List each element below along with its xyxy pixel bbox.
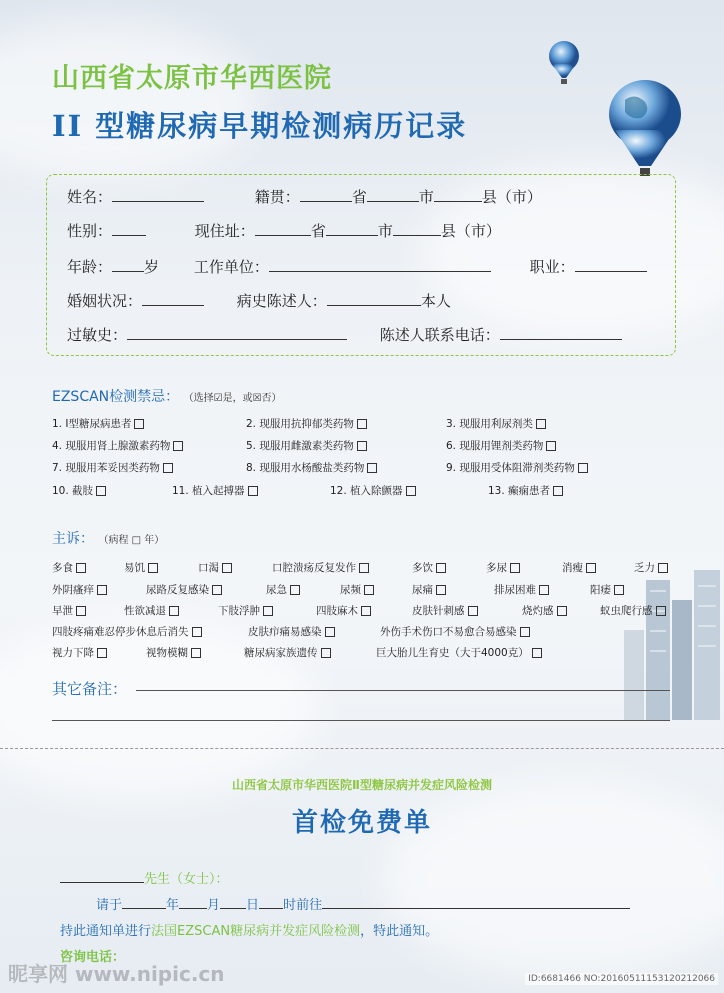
id-watermark: ID:6681466 NO:20160511153120212066	[525, 973, 718, 985]
complaint-item: 口腔溃疡反复发作	[272, 560, 369, 575]
native-county-field[interactable]	[434, 185, 482, 202]
day-field[interactable]	[220, 892, 246, 909]
work-field[interactable]	[269, 255, 491, 272]
complaint-item: 尿路反复感染	[146, 582, 222, 597]
complaint-item: 视力下降	[52, 645, 107, 660]
checkbox[interactable]	[148, 563, 158, 573]
complaint-item: 多食	[52, 560, 86, 575]
complaint-item: 多饮	[412, 560, 446, 575]
complaint-item: 易饥	[124, 560, 158, 575]
hospital-title: 山西省太原市华西医院	[52, 63, 332, 94]
mr-label: 先生（女士）：	[144, 872, 229, 887]
checkbox[interactable]	[97, 585, 107, 595]
ezscan-item: 13. 癫痫患者	[488, 483, 563, 498]
patient-info-box	[46, 174, 676, 356]
checkbox[interactable]	[263, 606, 273, 616]
complaint-item: 早泄	[52, 603, 86, 618]
age-unit: 岁	[144, 258, 160, 276]
complaint-item: 烧灼感	[522, 603, 567, 618]
checkbox[interactable]	[192, 627, 202, 637]
checkbox[interactable]	[364, 585, 374, 595]
complaint-item: 下肢浮肿	[218, 603, 273, 618]
age-field[interactable]	[112, 255, 144, 272]
checkbox[interactable]	[191, 648, 201, 658]
complaint-item: 阳痿	[590, 582, 624, 597]
address-county-label: 县（市）	[440, 222, 501, 240]
checkbox[interactable]	[586, 563, 596, 573]
marital-label: 婚姻状况：	[67, 292, 143, 310]
year-label: 年	[166, 898, 180, 913]
checkbox[interactable]	[557, 606, 567, 616]
complaint-item: 尿频	[340, 582, 374, 597]
address-city-label: 市	[377, 222, 393, 240]
notice-b: 法国EZSCAN糖尿病并发症风险检测	[151, 924, 361, 939]
ezscan-item: 3. 现服用利尿剂类	[446, 416, 546, 431]
notice-line	[60, 920, 438, 939]
ezscan-item: 7. 现服用苯妥因类药物	[52, 460, 173, 475]
balloon-small-icon	[546, 40, 582, 90]
address-label: 现住址：	[194, 222, 255, 240]
address-county-field[interactable]	[393, 219, 441, 236]
checkbox[interactable]	[553, 486, 563, 496]
address-city-field[interactable]	[326, 219, 378, 236]
notice-a: 持此通知单进行	[60, 924, 152, 939]
checkbox[interactable]	[325, 627, 335, 637]
ezscan-item: 10. 截肢	[52, 483, 106, 498]
ezscan-item: 6. 现服用锂剂类药物	[446, 438, 556, 453]
name-label: 姓名：	[67, 188, 113, 206]
complaint-item: 尿急	[266, 582, 300, 597]
consult-label: 咨询电话：	[60, 950, 126, 965]
phone-field[interactable]	[500, 323, 622, 340]
month-field[interactable]	[179, 892, 207, 909]
gender-label: 性别：	[67, 222, 113, 240]
allergy-field[interactable]	[127, 323, 347, 340]
ezscan-item: 11. 植入起搏器	[172, 483, 258, 498]
ezscan-item: 1. Ⅰ型糖尿病患者	[52, 416, 144, 431]
city-label: 市	[418, 188, 434, 206]
checkbox[interactable]	[321, 648, 331, 658]
complaint-item: 外伤手术伤口不易愈合易感染	[380, 624, 530, 639]
checkbox[interactable]	[658, 563, 668, 573]
checkbox[interactable]	[173, 441, 183, 451]
complaint-item: 多尿	[486, 560, 520, 575]
checkbox[interactable]	[510, 563, 520, 573]
checkbox[interactable]	[532, 648, 542, 658]
notice-c: ，特此通知。	[360, 924, 439, 939]
checkbox[interactable]	[436, 563, 446, 573]
complaint-item: 排尿困难	[494, 582, 549, 597]
cut-line	[0, 748, 724, 749]
native-city-field[interactable]	[367, 185, 419, 202]
complaint-item: 四肢疼痛难忍停步休息后消失	[52, 624, 202, 639]
checkbox[interactable]	[520, 627, 530, 637]
complaint-item: 乏力	[634, 560, 668, 575]
ezscan-hint: （选择☑是，或☒否）	[183, 393, 282, 404]
checkbox[interactable]	[290, 585, 300, 595]
checkbox[interactable]	[248, 486, 258, 496]
complaint-item: 皮肤针刺感	[412, 603, 478, 618]
checkbox[interactable]	[97, 648, 107, 658]
narrator-self: 本人	[420, 292, 451, 310]
job-label: 职业：	[529, 258, 575, 276]
coupon-name-row	[60, 866, 229, 887]
marital-field[interactable]	[142, 289, 204, 306]
ezscan-item: 5. 现服用雌激素类药物	[246, 438, 367, 453]
gender-field[interactable]	[112, 219, 146, 236]
checkbox[interactable]	[656, 606, 666, 616]
complaint-item: 蚁虫爬行感	[600, 603, 666, 618]
ezscan-item: 12. 植入除颤器	[330, 483, 416, 498]
other-notes-line-2[interactable]	[52, 720, 670, 721]
site-watermark: 昵享网 www.nipic.cn	[8, 962, 225, 986]
checkbox[interactable]	[361, 606, 371, 616]
checkbox[interactable]	[546, 441, 556, 451]
checkbox[interactable]	[76, 606, 86, 616]
complaint-item: 糖尿病家族遗传	[244, 645, 331, 660]
complaint-heading: 主诉： （病程 □ 年）	[52, 531, 165, 547]
checkbox[interactable]	[357, 419, 367, 429]
complaint-item: 视物模糊	[146, 645, 201, 660]
complaint-item: 巨大胎儿生育史（大于4000克）	[376, 645, 542, 660]
ezscan-item: 9. 现服用受体阻滞剂类药物	[446, 460, 588, 475]
checkbox[interactable]	[134, 419, 144, 429]
native-label: 籍贯：	[254, 188, 300, 206]
checkbox[interactable]	[436, 585, 446, 595]
address-province-field[interactable]	[255, 219, 311, 236]
checkbox[interactable]	[614, 585, 624, 595]
balloon-large-icon	[605, 80, 685, 180]
city-skyline	[616, 570, 724, 720]
complaint-item: 消瘦	[562, 560, 596, 575]
checkbox[interactable]	[536, 419, 546, 429]
complaint-item: 尿痛	[412, 582, 446, 597]
name-field[interactable]	[112, 185, 204, 202]
other-notes-line-1[interactable]	[136, 690, 670, 691]
complaint-item: 皮肤疖痛易感染	[248, 624, 335, 639]
checkbox[interactable]	[169, 606, 179, 616]
coupon-title: 首检免费单	[291, 808, 432, 838]
county-label: 县（市）	[481, 188, 542, 206]
checkbox[interactable]	[539, 585, 549, 595]
ezscan-item: 8. 现服用水杨酸盐类药物	[246, 460, 377, 475]
checkbox[interactable]	[76, 563, 86, 573]
other-notes-label: 其它备注：	[52, 680, 128, 698]
coupon-name-field[interactable]	[60, 866, 144, 883]
complaint-item: 口渴	[198, 560, 232, 575]
checkbox[interactable]	[367, 463, 377, 473]
complaint-item: 外阴瘙痒	[52, 582, 107, 597]
record-title: II 型糖尿病早期检测病历记录	[52, 109, 468, 143]
checkbox[interactable]	[163, 463, 173, 473]
hour-field[interactable]	[259, 892, 283, 909]
ezscan-heading: EZSCAN检测禁忌： （选择☑是，或☒否）	[52, 389, 282, 405]
complaint-hint: （病程 □ 年）	[98, 535, 165, 546]
checkbox[interactable]	[406, 486, 416, 496]
allergy-label: 过敏史：	[67, 326, 128, 344]
time-label: 时前往	[283, 898, 323, 913]
checkbox[interactable]	[578, 463, 588, 473]
native-province-field[interactable]	[300, 185, 352, 202]
complaint-item: 性欲减退	[124, 603, 179, 618]
checkbox[interactable]	[96, 486, 106, 496]
job-field[interactable]	[575, 255, 647, 272]
complaint-item: 四肢麻木	[316, 603, 371, 618]
work-label: 工作单位：	[193, 258, 269, 276]
ezscan-item: 2. 现服用抗抑郁类药物	[246, 416, 367, 431]
coupon-subtitle: 山西省太原市华西医院Ⅱ型糖尿病并发症风险检测	[232, 778, 492, 792]
checkbox[interactable]	[357, 441, 367, 451]
checkbox[interactable]	[359, 563, 369, 573]
month-label: 月	[207, 898, 221, 913]
narrator-label: 病史陈述人：	[236, 292, 327, 310]
checkbox[interactable]	[212, 585, 222, 595]
invite-label: 请于	[96, 898, 123, 913]
age-label: 年龄：	[67, 258, 113, 276]
province-label: 省	[351, 188, 367, 206]
coupon-date-row	[96, 892, 630, 913]
checkbox[interactable]	[468, 606, 478, 616]
address-province-label: 省	[310, 222, 326, 240]
year-field[interactable]	[122, 892, 166, 909]
day-label: 日	[246, 898, 260, 913]
phone-label: 陈述人联系电话：	[379, 326, 500, 344]
narrator-field[interactable]	[327, 289, 421, 306]
ezscan-item: 4. 现服用肾上腺激素药物	[52, 438, 183, 453]
destination-field[interactable]	[322, 892, 630, 909]
checkbox[interactable]	[222, 563, 232, 573]
